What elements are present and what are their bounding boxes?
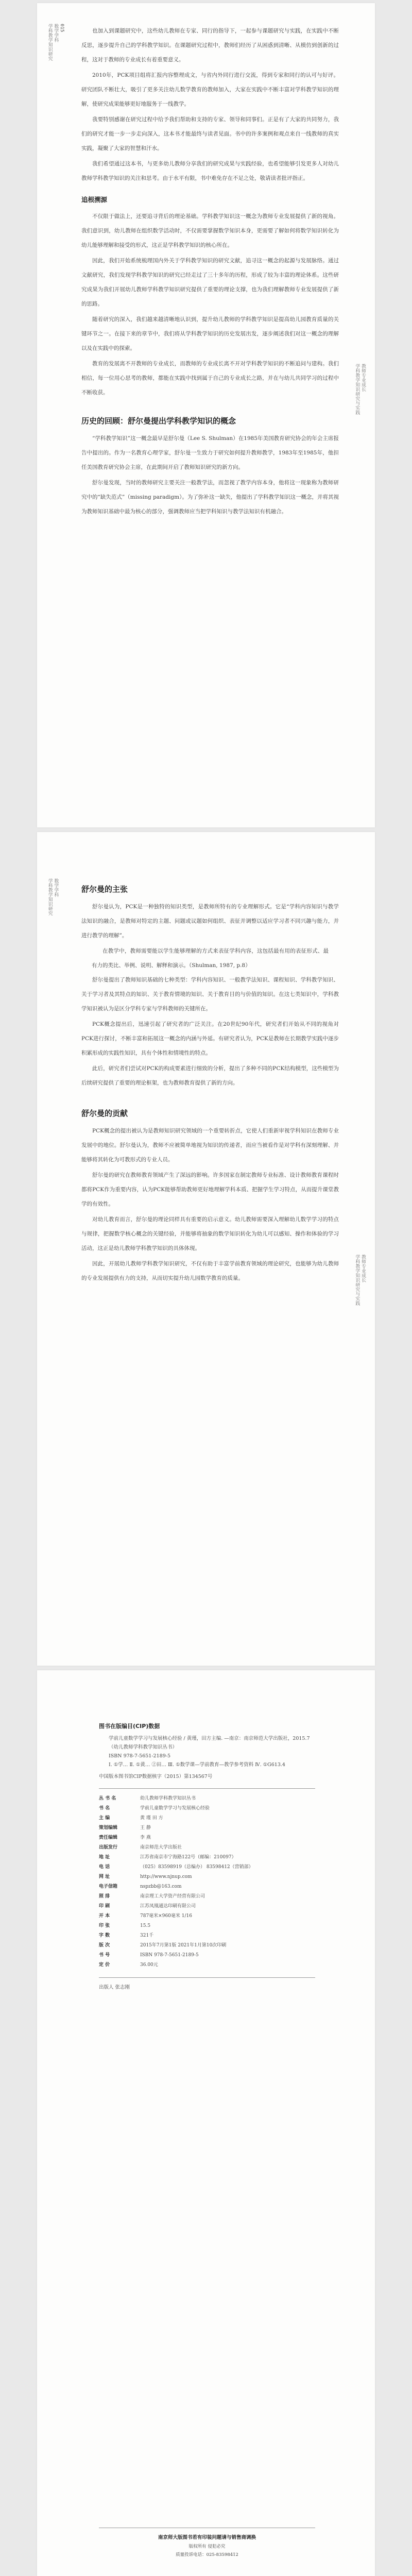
pub-row [99, 1892, 315, 1902]
paragraph: “学科教学知识”这一概念最早是舒尔曼（Lee S. Shulman）在1985年美国教育研究协会的年会主席报告中提出的。作为一名教育心理学家，舒尔曼一生致力于研究如何提升教师教学，1983年至1985年，他担任美国教育研究协会主席，在此期间开启了教师知识研究的新方向。 [81, 435, 339, 470]
paragraph: 也加入到课题研究中，这些幼儿教师在专家、同行的指导下，一起参与课题研究与实践，在实践中不断反思，逐步提升自己的学科教学知识。在课题研究过程中，教师们经历了从困惑到清晰、从模仿到创新的过程，这对于教师的专业成长有着重要意义。 [81, 28, 339, 63]
pub-row [99, 1794, 315, 1804]
page-1 [37, 3, 375, 827]
pub-row [99, 1872, 315, 1882]
pub-value: 南京理工大学资产经营有限公司 [140, 1894, 205, 1899]
running-head-line: 教师专业成长 [360, 364, 366, 392]
pub-row [99, 1911, 315, 1921]
pub-key: 责任编辑 [99, 1835, 118, 1840]
pub-value: 学前儿童数学学习与发展核心经验 [140, 1806, 210, 1811]
paragraph: PCK概念的提出被认为是教师知识研究领域的一个重要转折点，它使人们重新审视学科知识在教师专业发展中的地位。舒尔曼认为，教师不应被简单地视为知识的传递者，而应当被看作是对学科有深刻理解、并能够将其转化为可教形式的专业人员。 [81, 1128, 339, 1163]
pub-value: http://www.njnup.com [140, 1874, 192, 1879]
pub-value: 321千 [140, 1933, 154, 1938]
chapter-heading: 舒尔曼的主张 [81, 885, 128, 894]
cip-line: ISBN 978-7-5651-2189-5 [109, 1753, 170, 1759]
pub-value: 787毫米×960毫米 1/16 [140, 1913, 192, 1919]
pub-value: nspzbb@163.com [140, 1884, 182, 1889]
paragraph: PCK概念提出后，迅速引起了研究者的广泛关注。在20世纪90年代，研究者们开始从不同的视角对PCK进行探讨，不断丰富和拓展这一概念的内涵与外延。有研究者认为，PCK是教师在长期教学实践中逐步积累形成的实践性知识，具有个体性和情境性的特点。 [81, 1021, 339, 1056]
running-head-line: 教师专业成长 [360, 1255, 366, 1282]
pub-row [99, 1902, 315, 1911]
pub-key: 主 编 [99, 1816, 110, 1821]
pub-row [99, 1862, 315, 1872]
pub-key: 丛 书 名 [99, 1796, 116, 1801]
divider [99, 1788, 315, 1789]
text-block [81, 24, 339, 520]
pub-row [99, 1833, 315, 1843]
pub-key: 照 排 [99, 1894, 110, 1899]
pub-value: 36.00元 [140, 1962, 158, 1968]
pub-row [99, 1921, 315, 1931]
cip-block [99, 1722, 315, 1992]
pub-value: 15.5 [140, 1923, 151, 1928]
page-3-copyright [37, 1670, 375, 2576]
pub-key: 策划编辑 [99, 1825, 118, 1831]
running-head-line: 学科教学知识研究与实践 [354, 364, 360, 415]
section-heading: 追根溯源 [81, 196, 108, 204]
paragraph: 我要特别感谢在研究过程中给予我们帮助和支持的专家、领导和同事们。正是有了大家的共同努力，我们的研究才能一步一步走向深入，这本书才能最终与读者见面。书中的许多案例和观点来自一线教师的真实实践，凝聚了大家的智慧和汗水。 [81, 116, 339, 151]
running-head-right [354, 1255, 366, 1306]
cip-line: 学前儿童数学学习与发展核心经验 / 黄瑾，田方主编. —南京：南京师范大学出版社，2015.7 [109, 1736, 310, 1741]
block-quote: 在教学中，教师需要能以学生能够理解的方式来表征学科内容，这包括最有用的表征形式、最有力的类比、举例、说明、解释和演示。（Shulman, 1987, p.8） [92, 948, 329, 969]
text-block [81, 884, 339, 1286]
pub-value: 黄 瑾 田 方 [140, 1816, 163, 1821]
paragraph: 随着研究的深入，我们越来越清晰地认识到，提升幼儿教师的学科教学知识是提高幼儿园教育质量的关键环节之一。在接下来的章节中，我们将从学科教学知识的历史发展出发，逐步阐述我们对这一概念的理解以及在实践中的探索。 [81, 316, 339, 351]
pub-value: 南京师范大学出版社 [140, 1845, 182, 1850]
pub-key: 开 本 [99, 1913, 110, 1919]
paragraph: 此后，研究者们尝试对PCK的构成要素进行细致的分析，提出了多种不同的PCK结构模型，这些模型为后续研究提供了重要的理论框架，也为教师教育提供了新的方向。 [81, 1065, 339, 1086]
pub-row [99, 1960, 315, 1970]
pub-row [99, 1882, 315, 1892]
running-head-right [354, 364, 366, 415]
notice-sub: 版权所有 侵犯必究 [188, 2544, 226, 2549]
notice-main: 南京师大版图书若有印装问题请与销售商调换 [158, 2535, 256, 2540]
pub-row [99, 1843, 315, 1853]
paragraph: 教育的发展离不开教师的专业成长，而教师的专业成长离不开对学科教学知识的不断追问与建构。我们相信，每一位用心思考的教师，都能在实践中找到属于自己的专业成长之路，并在与幼儿共同学习的过程中不断收获。 [81, 361, 339, 396]
pub-key: 字 数 [99, 1933, 110, 1938]
pub-key: 电 话 [99, 1865, 110, 1870]
running-head-left [46, 878, 58, 916]
running-head-left [46, 24, 64, 61]
pub-row [99, 1804, 315, 1814]
publisher-note: 出版人 张志刚 [99, 1985, 130, 1990]
pub-key: 定 价 [99, 1962, 110, 1968]
paragraph: 我们希望通过这本书，与更多幼儿教师分享我们的研究成果与实践经验，也希望能够引发更多人对幼儿教师学科教学知识的关注和思考。由于水平有限，书中难免存在不足之处，敬请读者批评指正。 [81, 161, 339, 181]
cip-line: （幼儿教师学科教学知识丛书） [109, 1744, 178, 1750]
chapter-heading: 历史的回顾：舒尔曼提出学科教学知识的概念 [81, 416, 236, 426]
notice-block [99, 2520, 315, 2559]
cip-title: 图书在版编目(CIP)数据 [99, 1723, 160, 1730]
pub-value: ISBN 978-7-5651-2189-5 [140, 1953, 199, 1958]
pub-key: 书 号 [99, 1953, 110, 1958]
pub-value: 江苏凤凰通达印刷有限公司 [140, 1904, 196, 1909]
paragraph: 对幼儿教育而言，舒尔曼的理论同样具有重要的启示意义。幼儿教师需要深入理解幼儿数学学习的特点与规律，把握数学核心概念的关键经验，并能够将抽象的数学知识转化为幼儿可以感知、操作和体验的学习活动，这正是幼儿教师学科教学知识的具体体现。 [81, 1216, 339, 1251]
cip-line: Ⅰ. ①学… Ⅱ. ①黄… ②田… Ⅲ. ①数学课—学前教育—教学参考资料 Ⅳ. ①G613.4 [109, 1762, 285, 1768]
pub-key: 书 名 [99, 1806, 110, 1811]
cip-line: 中国版本图书馆CIP数据核字（2015）第134567号 [99, 1774, 213, 1780]
pub-row [99, 1931, 315, 1941]
paragraph: 不仅限于做法上，还要追寻背后的理论基础。学科教学知识这一概念为教师专业发展提供了新的视角。我们意识到，幼儿教师在组织数学活动时，不仅需要掌握数学知识本身，更需要了解如何将数学知识转化为幼儿能够理解和接受的形式，这正是学科教学知识的核心所在。 [81, 213, 339, 248]
pub-key: 网 址 [99, 1874, 110, 1879]
pub-value: 幼儿教师学科教学知识丛书 [140, 1796, 196, 1801]
running-head-line: 数学学科 [53, 24, 59, 42]
publication-details [99, 1794, 315, 1970]
running-head-line: 学科教学知识研究 [47, 24, 53, 61]
pub-key: 出版发行 [99, 1845, 118, 1850]
notice-sub: 质量投诉电话：025-83598412 [176, 2552, 238, 2557]
divider [99, 1977, 315, 1978]
pub-value: 2015年7月第1版 2021年1月第10次印刷 [140, 1943, 227, 1948]
running-head-line: 学科教学知识研究与实践 [354, 1255, 360, 1306]
pub-row [99, 1814, 315, 1823]
pub-row [99, 1853, 315, 1862]
running-head-line: 数学学科 [53, 878, 59, 897]
pub-key: 印 张 [99, 1923, 110, 1928]
pub-value: 江苏省南京市宁海路122号（邮编：210097） [140, 1855, 236, 1860]
paragraph: 2010年，PCK项目组将汇报内容整理成文，与省内外同行进行交流，得到专家和同行的认可与好评。研究团队不断壮大，吸引了更多关注幼儿数学教育的教师加入，大家在实践中不断丰富对学科教学知识的理解，使研究成果能够更好地服务于一线教学。 [81, 72, 339, 107]
pub-row [99, 1951, 315, 1960]
pub-key: 版 次 [99, 1943, 110, 1948]
pub-row [99, 1941, 315, 1951]
pub-key: 电子信箱 [99, 1884, 118, 1889]
pub-row [99, 1823, 315, 1833]
paragraph: 因此，开展幼儿教师学科教学知识研究，不仅有助于丰富学前教育领域的理论研究，也能够为幼儿教师的专业发展提供有力的支持，从而切实提升幼儿园数学教育的质量。 [81, 1261, 339, 1281]
chapter-heading: 舒尔曼的贡献 [81, 1109, 128, 1118]
paragraph: 舒尔曼认为，PCK是一种独特的知识类型，是教师所特有的专业理解形式。它是“学科内容知识与教学法知识的融合，是教师对特定的主题、问题或议题如何组织、表征并调整以适应学习者不同兴趣与能力，并进行教学的理解”。 [81, 904, 339, 939]
pub-key: 印 刷 [99, 1904, 110, 1909]
pub-value: 王 静 [140, 1825, 151, 1831]
paragraph: 因此，我们开始系统梳理国内外关于学科教学知识的研究文献，追寻这一概念的起源与发展脉络。通过文献研究，我们发现学科教学知识的研究已经走过了三十多年的历程，形成了较为丰富的理论体系。这些研究成果为我们开展幼儿教师学科教学知识研究提供了重要的理论支撑，也为我们理解教师专业发展提供了新的思路。 [81, 258, 339, 307]
pub-value: 李 燕 [140, 1835, 151, 1840]
pub-key: 地 址 [99, 1855, 110, 1860]
pub-value: （025）83598919（总编办） 83598412（营销部） [140, 1865, 253, 1870]
paragraph: 舒尔曼的研究在教师教育领域产生了深远的影响。许多国家在制定教师专业标准、设计教师教育课程时都将PCK作为重要内容，认为PCK能够帮助教师更好地理解学科本质、把握学生学习特点，从而提升课堂教学的有效性。 [81, 1172, 339, 1207]
paragraph: 舒尔曼提出了教师知识基础的七种类型：学科内容知识、一般教学法知识、课程知识、学科教学知识、关于学习者及其特点的知识、关于教育情境的知识、关于教育目的与价值的知识。在这七类知识中，学科教学知识被认为是区分学科专家与学科教师的关键所在。 [81, 977, 339, 1012]
running-head-line: 学科教学知识研究 [47, 878, 53, 916]
page-number: 015 [59, 24, 65, 32]
paragraph: 舒尔曼发现，当时的教师研究主要关注一般教学法，而忽视了教学内容本身，他将这一现象称为教师研究中的“缺失范式”（missing paradigm）。为了弥补这一缺失，他提出了学科教学知识这一概念，并将其视为教师知识基础中最为核心的部分，强调教师应当把学科知识与教学法知识有机融合。 [81, 480, 339, 515]
page-2 [37, 832, 375, 1666]
